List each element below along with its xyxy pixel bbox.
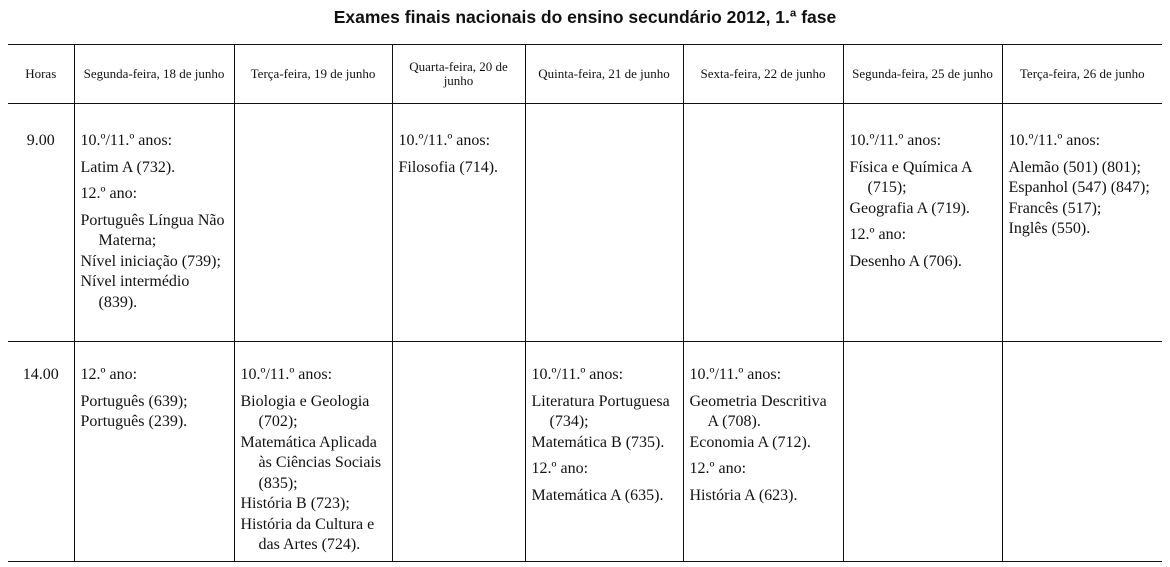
exam-cell — [843, 104, 1002, 342]
exam-subject: Latim A (732). — [80, 158, 176, 176]
exam-subject: Física e Química A (715); — [849, 158, 972, 196]
exam-subject: História A (623). — [689, 486, 798, 504]
exam-group — [532, 365, 680, 453]
exam-subject: Nível iniciação (739); — [80, 252, 221, 270]
exam-cell — [683, 104, 843, 342]
exam-subject: Inglês (550). — [1008, 220, 1091, 237]
table-row — [8, 342, 1162, 562]
column-header-day: Quarta-feira, 20 de junho — [392, 45, 525, 104]
exam-group — [1009, 131, 1160, 240]
table-row — [8, 104, 1162, 342]
exam-subject: Matemática Aplicada às Ciências Sociais (835); — [240, 433, 382, 492]
exam-group — [850, 225, 999, 272]
exam-cell — [525, 104, 683, 342]
exam-cell — [843, 342, 1002, 562]
year-group-label: 10.º/11.º anos: — [1008, 132, 1101, 149]
year-group-label: 10.º/11.º anos: — [398, 132, 491, 149]
exam-cell — [1002, 342, 1162, 562]
year-group-label: 12.º ano: — [80, 185, 138, 202]
exam-group — [81, 365, 231, 433]
year-group-label: 10.º/11.º anos: — [240, 366, 333, 383]
column-header-day: Quinta-feira, 21 de junho — [525, 45, 683, 104]
column-header-hours: Horas — [8, 45, 74, 104]
exam-group — [850, 131, 999, 219]
exam-cell — [74, 342, 234, 562]
exam-cell — [392, 342, 525, 562]
exam-group — [81, 184, 231, 313]
exam-subject: Biologia e Geologia (702); — [240, 392, 370, 430]
exam-cell — [525, 342, 683, 562]
exam-cell — [1002, 104, 1162, 342]
exam-group — [690, 459, 840, 506]
exam-group — [399, 131, 522, 178]
year-group-label: 10.º/11.º anos: — [531, 366, 624, 383]
exam-group — [81, 131, 231, 178]
exam-subject: Literatura Portuguesa (734); — [531, 392, 670, 430]
exam-subject: Francês (517); — [1008, 199, 1102, 217]
exam-subject: Português (239). — [80, 413, 188, 430]
exam-cell — [683, 342, 843, 562]
exam-subject: Português (639); — [80, 392, 188, 410]
exam-cell — [234, 104, 392, 342]
column-header-day: Sexta-feira, 22 de junho — [683, 45, 843, 104]
exam-subject: Alemão (501) (801); — [1008, 158, 1141, 176]
exam-cell — [234, 342, 392, 562]
exam-subject: Economia A (712). — [689, 433, 811, 451]
year-group-label: 10.º/11.º anos: — [849, 132, 942, 149]
exam-subject: Matemática B (735). — [531, 433, 665, 451]
hour-cell: 9.00 — [8, 104, 74, 342]
exam-group — [532, 459, 680, 506]
column-header-day: Segunda-feira, 25 de junho — [843, 45, 1002, 104]
exam-subject: Geometria Descritiva A (708). — [689, 392, 827, 430]
exam-group — [690, 365, 840, 453]
year-group-label: 12.º ano: — [849, 226, 907, 243]
year-group-label: 12.º ano: — [531, 460, 589, 477]
column-header-day: Segunda-feira, 18 de junho — [74, 45, 234, 104]
header-row — [8, 45, 1162, 104]
exam-subject: Matemática A (635). — [531, 486, 664, 504]
year-group-label: 10.º/11.º anos: — [80, 132, 173, 149]
hour-cell: 14.00 — [8, 342, 74, 562]
exam-subject: Português Língua Não Materna; — [80, 211, 225, 249]
exam-subject: Espanhol (547) (847); — [1008, 179, 1150, 196]
exam-subject: Desenho A (706). — [849, 252, 962, 270]
exam-subject: Geografia A (719). — [849, 199, 970, 217]
exam-group — [241, 365, 389, 556]
exam-schedule-table — [8, 44, 1162, 562]
year-group-label: 12.º ano: — [80, 366, 138, 383]
exam-cell — [74, 104, 234, 342]
exam-subject: Filosofia (714). — [398, 158, 499, 176]
year-group-label: 12.º ano: — [689, 460, 747, 477]
document-title: Exames finais nacionais do ensino secundário 2012, 1.ª fase — [333, 7, 837, 27]
year-group-label: 10.º/11.º anos: — [689, 366, 782, 383]
exam-cell — [392, 104, 525, 342]
column-header-day: Terça-feira, 19 de junho — [234, 45, 392, 104]
exam-subject: História da Cultura e das Artes (724). — [240, 515, 375, 553]
exam-subject: História B (723); — [240, 495, 350, 512]
exam-subject: Nível intermédio (839). — [80, 273, 190, 311]
column-header-day: Terça-feira, 26 de junho — [1002, 45, 1162, 104]
